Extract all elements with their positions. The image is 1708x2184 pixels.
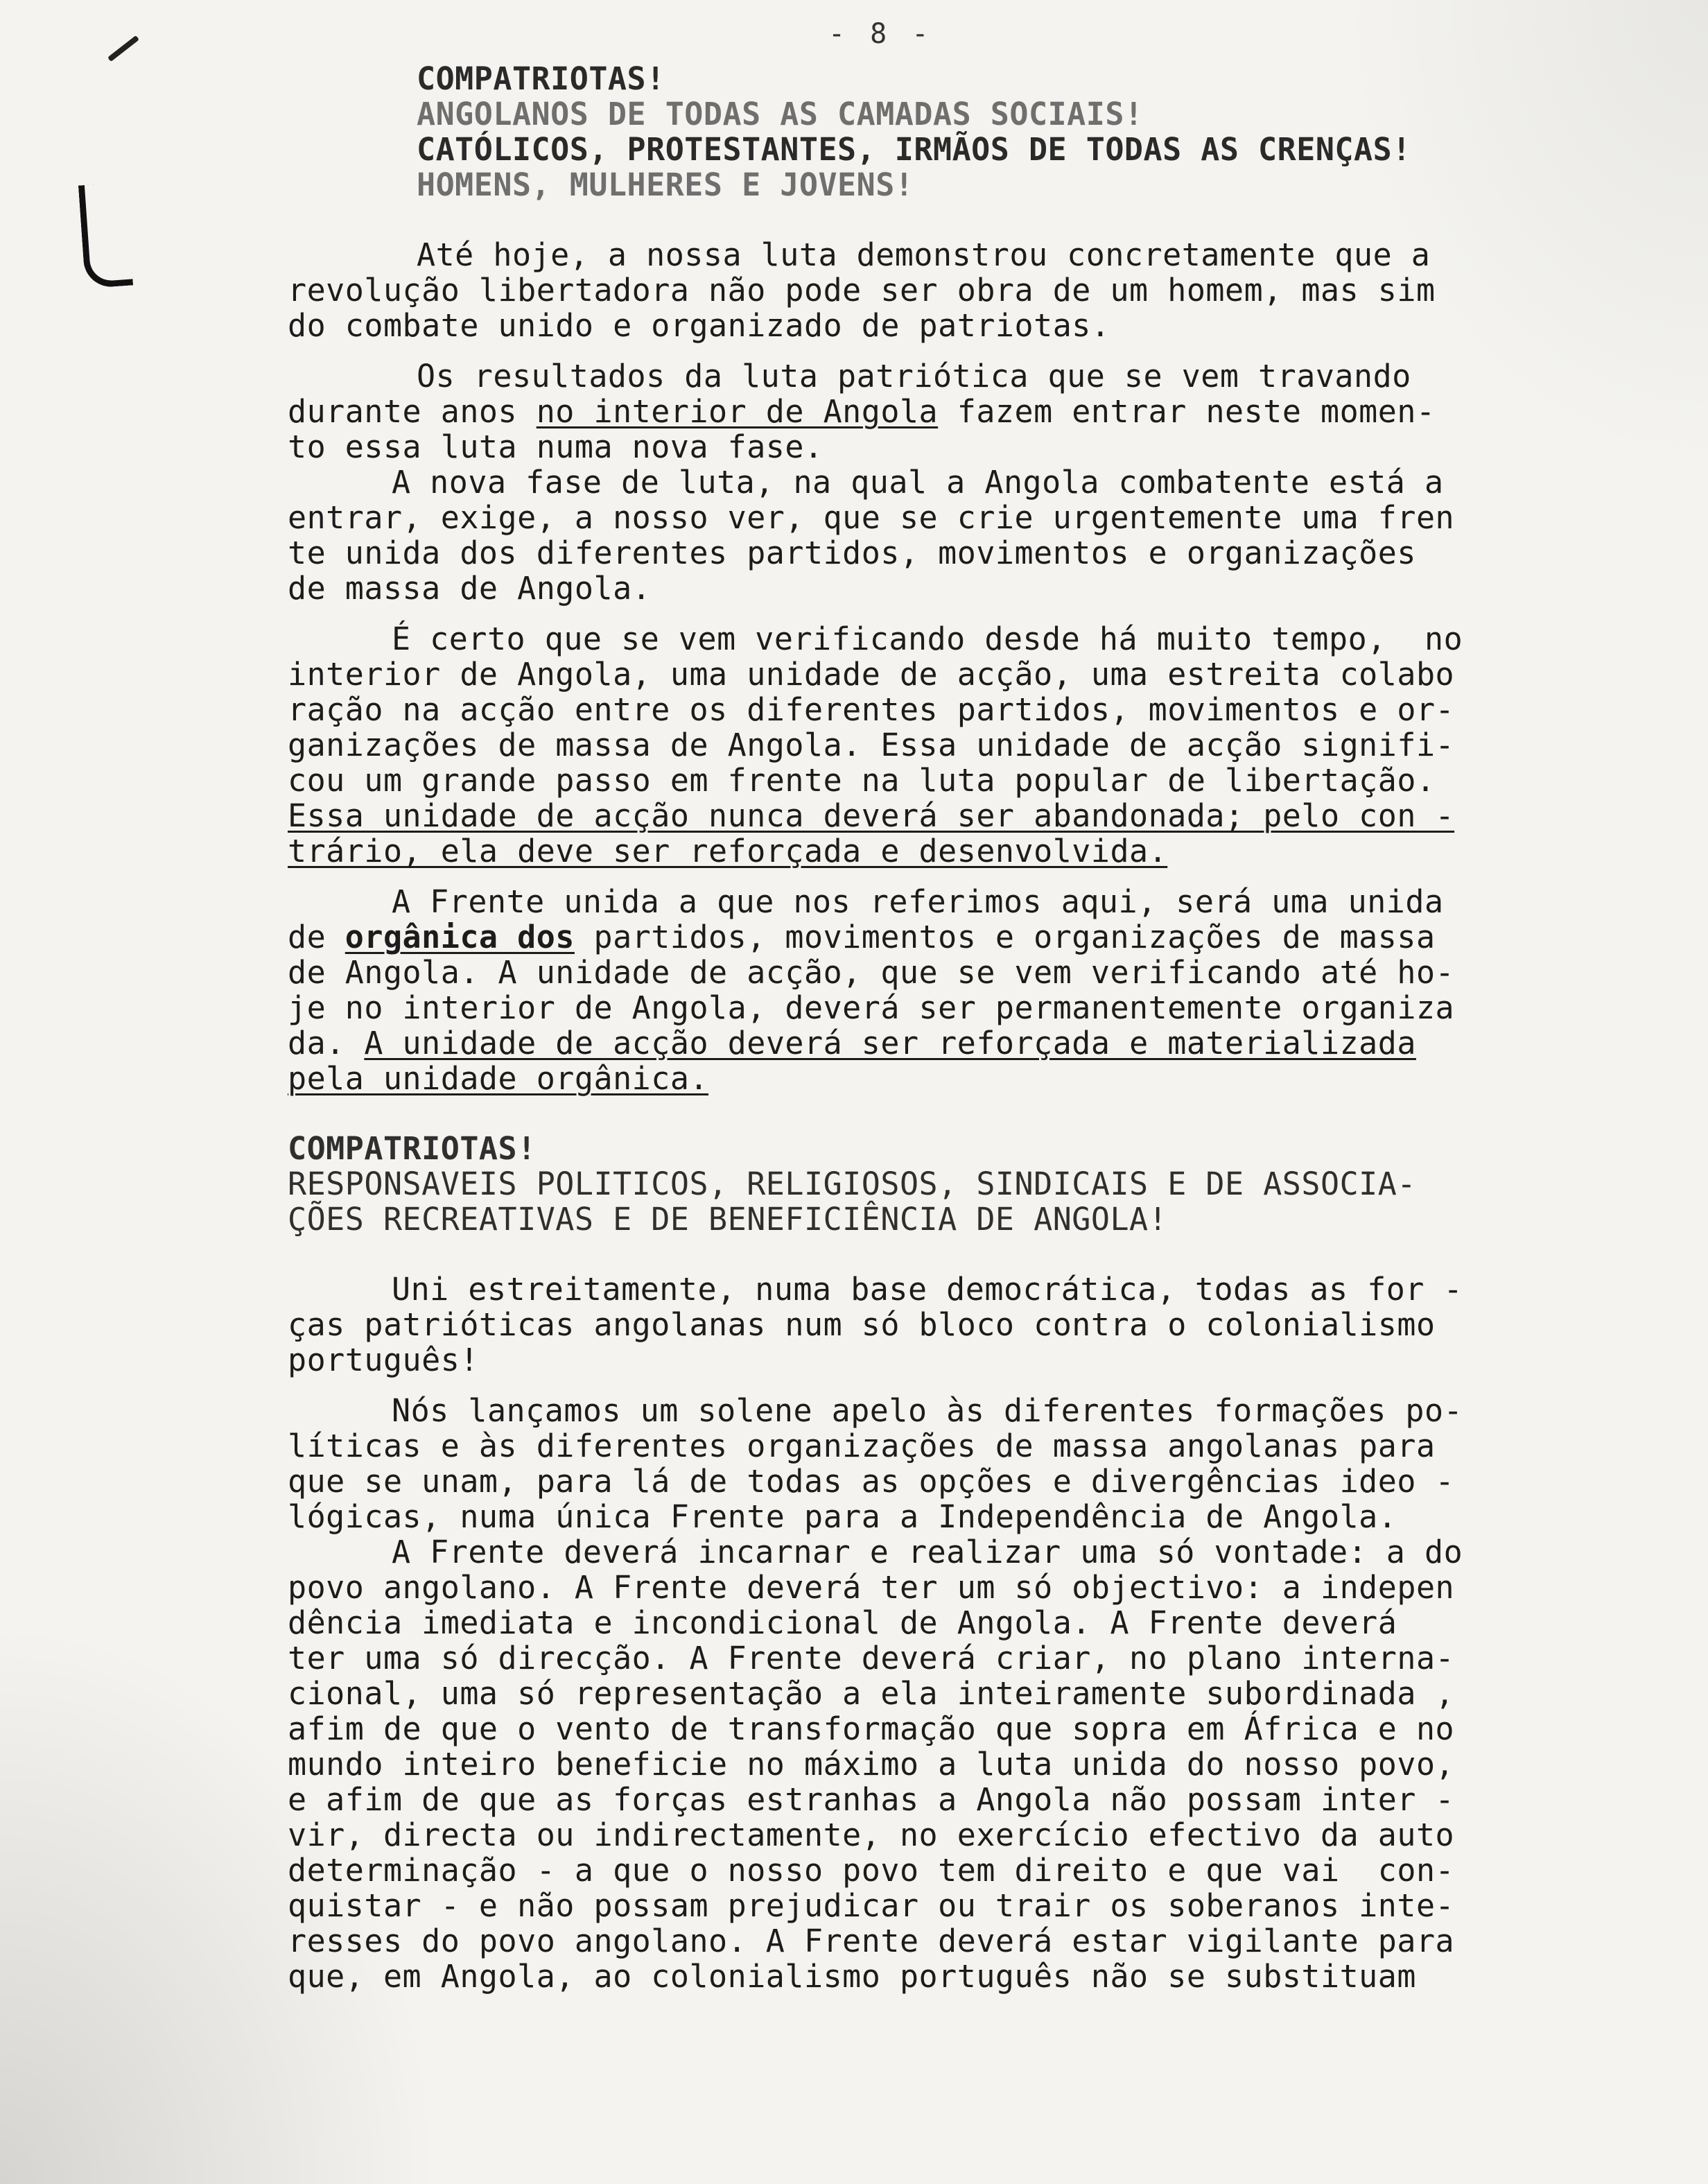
text-segment: partidos, movimentos e organizações de massa <box>574 919 1436 955</box>
underlined-text: pela unidade orgânica. <box>288 1060 709 1097</box>
text-line: resses do povo angolano. A Frente deverá estar vigilante para <box>288 1923 1455 1959</box>
text-line: to essa luta numa nova fase. <box>288 428 824 465</box>
text-line: ças patrióticas angolanas num só bloco contra o colonialismo <box>288 1306 1436 1343</box>
text-line: te unida dos diferentes partidos, movimentos e organizações <box>288 535 1416 571</box>
text-line: Os resultados da luta patriótica que se vem travando <box>417 358 1411 395</box>
text-segment: durante anos <box>288 393 537 430</box>
text-line: ganizações de massa de Angola. Essa unidade de acção signifi- <box>288 727 1455 763</box>
text-line: e afim de que as forças estranhas a Angola não possam inter - <box>288 1781 1455 1818</box>
margin-handwritten-mark <box>78 182 133 288</box>
text-line: quistar - e não possam prejudicar ou trair os soberanos inte- <box>288 1887 1455 1924</box>
text-line: de Angola. A unidade de acção, que se vem verificando até ho- <box>288 954 1455 991</box>
text-line: je no interior de Angola, deverá ser permanentemente organiza <box>288 989 1455 1026</box>
paragraph-6 <box>288 1393 1591 1994</box>
section-2-heading <box>288 1131 1591 1237</box>
heading-line: RESPONSAVEIS POLITICOS, RELIGIOSOS, SINDICAIS E DE ASSOCIA- <box>288 1165 1416 1202</box>
text-line: cional, uma só representação a ela inteiramente subordinada , <box>288 1675 1455 1712</box>
text-line: É certo que se vem verificando desde há muito tempo, no <box>392 621 1463 657</box>
document-body <box>288 61 1591 1994</box>
margin-pen-mark <box>107 35 139 62</box>
paragraph-5 <box>288 1272 1591 1378</box>
text-line: cou um grande passo em frente na luta popular de libertação. <box>288 762 1436 799</box>
underlined-text: trário, ela deve ser reforçada e desenvolvida. <box>288 833 1168 869</box>
text-line: que, em Angola, ao colonialismo português não se substituam <box>288 1958 1416 1995</box>
header-block <box>417 61 1591 202</box>
text-line: povo angolano. A Frente deverá ter um só objectivo: a indepen <box>288 1569 1455 1606</box>
text-line <box>288 394 1591 429</box>
text-line <box>288 919 1591 955</box>
page-number: - 8 - <box>828 18 933 50</box>
text-line: ração na acção entre os diferentes partidos, movimentos e or- <box>288 691 1455 728</box>
text-line: afim de que o vento de transformação que sopra em África e no <box>288 1710 1455 1747</box>
text-line: determinação - a que o nosso povo tem direito e que vai con- <box>288 1852 1455 1889</box>
text-line: A Frente unida a que nos referimos aqui, será uma unida <box>392 883 1444 920</box>
text-line: entrar, exige, a nosso ver, que se crie urgentemente uma fren <box>288 499 1455 536</box>
text-segment: da. <box>288 1025 365 1061</box>
underlined-text: no interior de Angola <box>536 393 939 430</box>
text-line: ter uma só direcção. A Frente deverá criar, no plano interna- <box>288 1640 1455 1676</box>
underlined-text: A unidade de acção deverá ser reforçada e materializada <box>364 1025 1416 1061</box>
header-line: COMPATRIOTAS! <box>417 60 665 97</box>
paragraph-3 <box>288 621 1591 869</box>
paragraph-2 <box>288 358 1591 606</box>
text-line: Até hoje, a nossa luta demonstrou concretamente que a <box>417 236 1431 273</box>
text-line <box>288 1025 1591 1061</box>
text-line: do combate unido e organizado de patriotas. <box>288 307 1110 344</box>
underlined-text: Essa unidade de acção nunca deverá ser abandonada; pelo con - <box>288 797 1455 834</box>
text-line: dência imediata e incondicional de Angola. A Frente deverá <box>288 1604 1397 1641</box>
underlined-text: orgânica dos <box>345 919 575 955</box>
paragraph-1 <box>288 237 1591 343</box>
text-line: de massa de Angola. <box>288 570 652 607</box>
text-segment: de <box>288 919 345 955</box>
text-line: mundo inteiro beneficie no máximo a luta unida do nosso povo, <box>288 1746 1455 1783</box>
text-line: A nova fase de luta, na qual a Angola combatente está a <box>392 464 1444 501</box>
text-line: português! <box>288 1342 479 1378</box>
text-line: líticas e às diferentes organizações de massa angolanas para <box>288 1428 1436 1464</box>
text-line: Nós lançamos um solene apelo às diferentes formações po- <box>392 1392 1463 1429</box>
text-line: vir, directa ou indirectamente, no exercício efectivo da auto <box>288 1817 1455 1853</box>
text-line: Uni estreitamente, numa base democrática, todas as for - <box>392 1271 1463 1308</box>
header-line: HOMENS, MULHERES E JOVENS! <box>417 166 914 203</box>
text-line: revolução libertadora não pode ser obra de um homem, mas sim <box>288 272 1436 309</box>
text-segment: fazem entrar neste momen- <box>938 393 1436 430</box>
header-line: ANGOLANOS DE TODAS AS CAMADAS SOCIAIS! <box>417 96 1144 132</box>
text-line: que se unam, para lá de todas as opções e divergências ideo - <box>288 1463 1455 1500</box>
text-line: interior de Angola, uma unidade de acção, uma estreita colabo <box>288 656 1455 693</box>
header-line: CATÓLICOS, PROTESTANTES, IRMÃOS DE TODAS AS CRENÇAS! <box>417 131 1411 168</box>
text-line: lógicas, numa única Frente para a Independência de Angola. <box>288 1498 1397 1535</box>
heading-line: ÇÕES RECREATIVAS E DE BENEFICIÊNCIA DE ANGOLA! <box>288 1201 1168 1238</box>
heading-line: COMPATRIOTAS! <box>288 1130 537 1167</box>
paragraph-4 <box>288 884 1591 1096</box>
text-line: A Frente deverá incarnar e realizar uma só vontade: a do <box>392 1534 1463 1570</box>
